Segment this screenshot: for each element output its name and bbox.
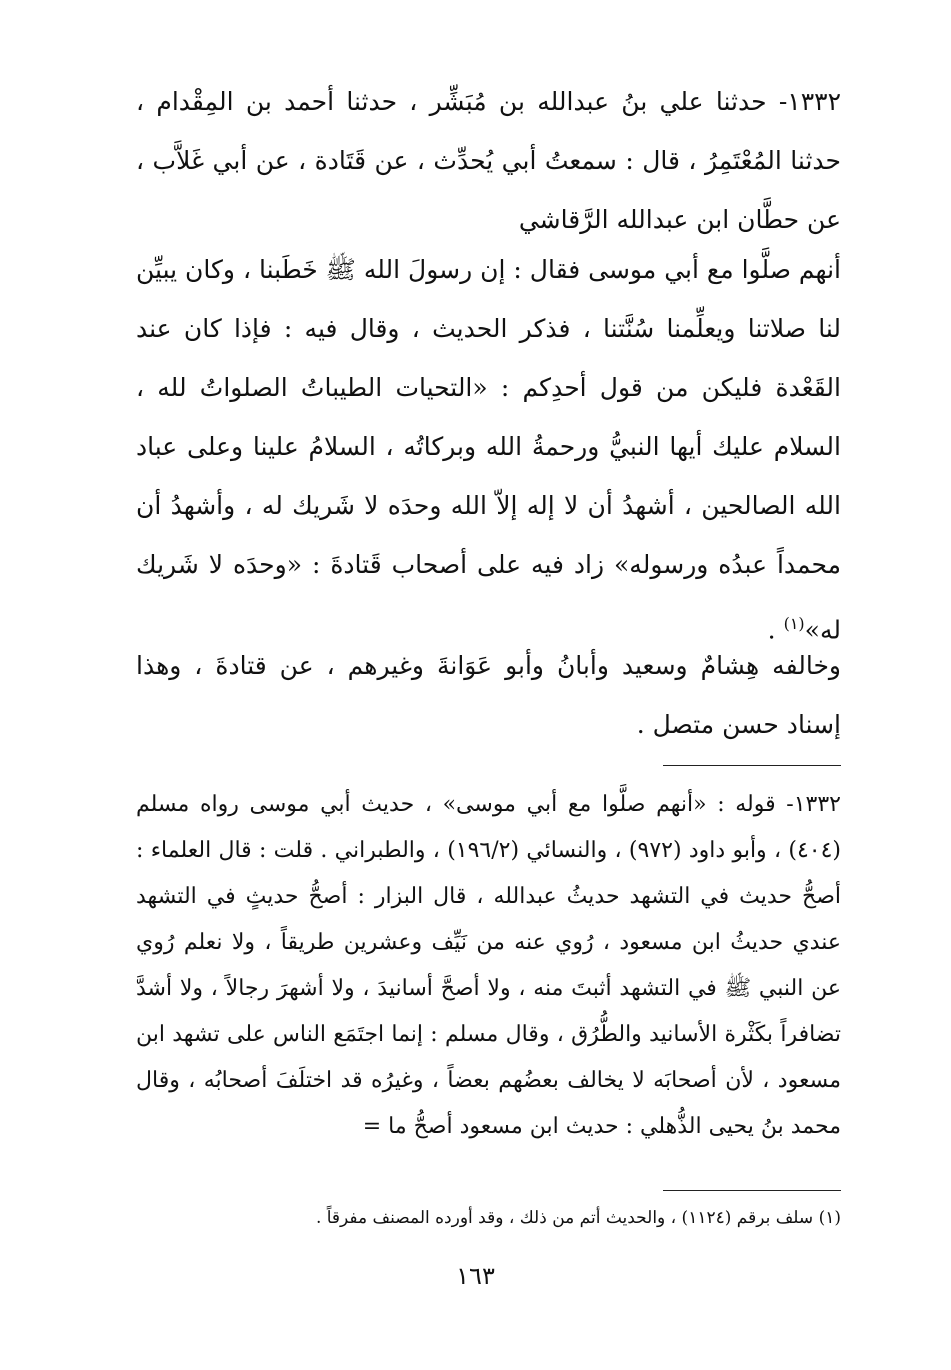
hadith-isnad-text: ١٣٣٢- حدثنا علي بنُ عبدالله بن مُبَشِّر ، حدثنا أحمد بن المِقْدام ، حدثنا المُعْتَمِرُ ، قال : سمعتُ أبي يُحدِّث ، عن قَتَادة ، عن أبي غَلاَّب ، عن حطَّان ابن عبدالله الرَّقاشي — [136, 87, 841, 234]
commentary-paragraph — [136, 782, 841, 1150]
hadith-matn-line — [136, 240, 841, 659]
commentary-text: ١٣٣٢- قوله : «أنهم صلَّوا مع أبي موسى» ، حديث أبي موسى رواه مسلم (٤٠٤) ، وأبو داود (٩٧٢) ، والنسائي (١٩٦/٢) ، والطبراني . قلت : قال العلماء : أصحُّ حديث في التشهد حديثُ عبدالله ، قال البزار : أصحُّ حديثٍ في التشهد عندي حديثُ ابن مسعود ، رُوي عنه من نَيِّف وعشرين طريقاً ، ولا نعلم رُوي عن النبي ﷺ في التشهد أثبتَ منه ، ولا أصحَّ أسانيدَ ، ولا أشهرَ رجالاً ، ولا أشدَّ تضافراً بكَثْرة الأسانيد والطُّرُق ، وقال مسلم : إنما اجتَمَع الناس على تشهد ابن مسعود ، لأن أصحابَه لا يخالف بعضُهم بعضاً ، وغيرُه قد اختلَفَ أصحابُه ، وقال محمد بنُ يحيى الذُّهلي : حديث ابن مسعود أصحُّ ما = — [136, 792, 841, 1139]
author-comment-paragraph — [136, 636, 841, 754]
author-comment-text: وخالفه هِشامٌ وسعيد وأبانُ وأبو عَوَانةَ وغيرهم ، عن قتادةَ ، وهذا إسناد حسن متصل . — [136, 651, 841, 739]
hadith-isnad-paragraph — [136, 72, 841, 249]
hadith-matn-paragraph — [136, 240, 841, 659]
footnote-paragraph — [136, 1204, 841, 1232]
footnote-separator-line — [663, 1190, 841, 1191]
footnote-reference: (١) — [783, 614, 805, 633]
footnote-text: (١) سلف برقم (١١٢٤) ، والحديث أتم من ذلك ، وقد أورده المصنف مفرقاً . — [315, 1208, 841, 1228]
page-number: ١٦٣ — [456, 1262, 495, 1290]
hadith-matn-text: أنهم صلَّوا مع أبي موسى فقال : إن رسولَ الله ﷺ خَطَبنا ، وكان يبيِّن لنا صلاتنا ويعلِّمنا سُنَّتنا ، فذكر الحديث ، وقال فيه : فإذا كان عند القَعْدة فليكن من قول أحدِكم : «التحيات الطيباتُ الصلواتُ لله ، السلام عليك أيها النبيُّ ورحمةُ الله وبركاتُه ، السلامُ علينا وعلى عباد الله الصالحين ، أشهدُ أن لا إله إلاّ الله وحدَه لا شَريك له ، وأشهدُ أن محمداً عبدُه ورسوله» زاد فيه على أصحاب قَتادةَ : «وحدَه لا شَريك له» — [136, 255, 841, 645]
commentary-separator-line — [663, 765, 841, 766]
hadith-matn-end: . — [767, 615, 784, 645]
